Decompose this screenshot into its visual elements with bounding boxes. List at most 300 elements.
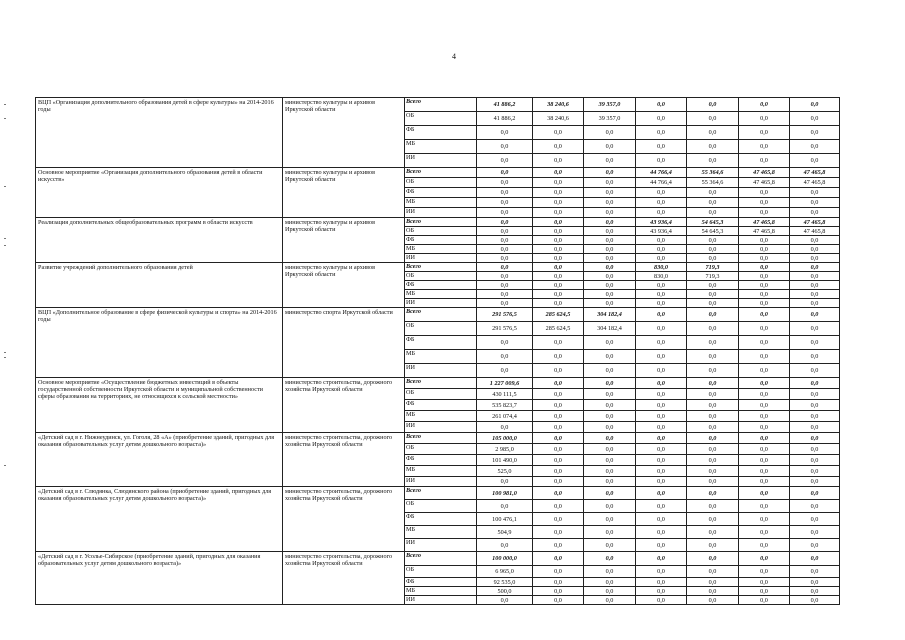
funding-source: ОБ xyxy=(405,178,477,188)
page-number: 4 xyxy=(452,52,456,61)
amount-cell: 0,0 xyxy=(636,578,687,587)
amount-cell: 0,0 xyxy=(790,254,840,263)
amount-cell: 504,9 xyxy=(477,526,533,539)
amount-cell: 0,0 xyxy=(636,422,687,433)
amount-cell: 0,0 xyxy=(584,378,636,389)
amount-cell: 0,0 xyxy=(584,513,636,526)
measure-name: Основное мероприятие «Осуществление бюджетных инвестиций в объекты государственной собственности Иркутской области и муниципальной собственности сферы образования на территориях, не относящихся к сельской местности» xyxy=(36,378,283,433)
amount-cell: 0,0 xyxy=(739,389,790,400)
amount-cell: 0,0 xyxy=(533,126,584,140)
amount-cell: 0,0 xyxy=(739,411,790,422)
funding-source: МБ xyxy=(405,466,477,477)
amount-cell: 0,0 xyxy=(687,98,739,112)
amount-cell: 55 364,6 xyxy=(687,168,739,178)
amount-cell: 0,0 xyxy=(790,444,840,455)
amount-cell: 0,0 xyxy=(687,112,739,126)
amount-cell: 0,0 xyxy=(636,487,687,500)
amount-cell: 47 465,8 xyxy=(790,227,840,236)
amount-cell: 0,0 xyxy=(533,299,584,308)
amount-cell: 0,0 xyxy=(687,400,739,411)
amount-cell: 0,0 xyxy=(790,477,840,487)
amount-cell: 0,0 xyxy=(533,389,584,400)
amount-cell: 44 766,4 xyxy=(636,168,687,178)
measure-name: ВЦП «Дополнительное образование в сфере физической культуры и спорта» на 2014-2016 годы xyxy=(36,308,283,378)
funding-source: Всего xyxy=(405,487,477,500)
amount-cell: 0,0 xyxy=(533,422,584,433)
amount-cell: 0,0 xyxy=(584,539,636,552)
scan-edge-mark xyxy=(4,104,6,105)
amount-cell: 0,0 xyxy=(636,198,687,208)
amount-cell: 0,0 xyxy=(584,500,636,513)
amount-cell: 0,0 xyxy=(477,350,533,364)
amount-cell: 0,0 xyxy=(533,444,584,455)
amount-cell: 0,0 xyxy=(477,168,533,178)
amount-cell: 0,0 xyxy=(739,154,790,168)
amount-cell: 43 936,4 xyxy=(636,227,687,236)
amount-cell: 0,0 xyxy=(584,263,636,272)
amount-cell: 92 535,0 xyxy=(477,578,533,587)
amount-cell: 0,0 xyxy=(739,587,790,596)
amount-cell: 0,0 xyxy=(739,566,790,578)
amount-cell: 0,0 xyxy=(739,198,790,208)
amount-cell: 0,0 xyxy=(477,477,533,487)
amount-cell: 0,0 xyxy=(584,389,636,400)
funding-source: МБ xyxy=(405,140,477,154)
amount-cell: 6 965,0 xyxy=(477,566,533,578)
measure-name: Реализация дополнительных общеобразовательных программ в области искусств xyxy=(36,218,283,263)
amount-cell: 719,3 xyxy=(687,263,739,272)
amount-cell: 0,0 xyxy=(739,400,790,411)
executor-name: министерство культуры и архивов Иркутской области xyxy=(283,263,405,308)
amount-cell: 0,0 xyxy=(687,126,739,140)
amount-cell: 0,0 xyxy=(584,154,636,168)
amount-cell: 0,0 xyxy=(790,364,840,378)
amount-cell: 0,0 xyxy=(477,208,533,218)
funding-source: Всего xyxy=(405,98,477,112)
amount-cell: 0,0 xyxy=(584,272,636,281)
amount-cell: 0,0 xyxy=(636,477,687,487)
amount-cell: 0,0 xyxy=(687,188,739,198)
amount-cell: 261 074,4 xyxy=(477,411,533,422)
amount-cell: 0,0 xyxy=(533,350,584,364)
amount-cell: 41 886,2 xyxy=(477,112,533,126)
amount-cell: 2 985,0 xyxy=(477,444,533,455)
amount-cell: 47 465,8 xyxy=(739,168,790,178)
amount-cell: 0,0 xyxy=(584,566,636,578)
funding-source: Всего xyxy=(405,552,477,566)
amount-cell: 0,0 xyxy=(584,411,636,422)
table-row xyxy=(36,98,840,112)
amount-cell: 54 645,3 xyxy=(687,227,739,236)
funding-source: Всего xyxy=(405,308,477,322)
funding-source: ФБ xyxy=(405,126,477,140)
amount-cell: 0,0 xyxy=(739,455,790,466)
amount-cell: 0,0 xyxy=(739,126,790,140)
amount-cell: 0,0 xyxy=(687,466,739,477)
amount-cell: 0,0 xyxy=(739,539,790,552)
amount-cell: 0,0 xyxy=(584,126,636,140)
funding-source: МБ xyxy=(405,411,477,422)
amount-cell: 0,0 xyxy=(533,140,584,154)
amount-cell: 0,0 xyxy=(533,154,584,168)
amount-cell: 535 823,7 xyxy=(477,400,533,411)
amount-cell: 0,0 xyxy=(636,500,687,513)
amount-cell: 0,0 xyxy=(790,433,840,444)
amount-cell: 47 465,8 xyxy=(739,218,790,227)
amount-cell: 0,0 xyxy=(584,466,636,477)
amount-cell: 0,0 xyxy=(584,596,636,605)
budget-table xyxy=(35,97,840,605)
executor-name: министерство строительства, дорожного хозяйства Иркутской области xyxy=(283,487,405,552)
amount-cell: 304 182,4 xyxy=(584,322,636,336)
amount-cell: 0,0 xyxy=(636,290,687,299)
amount-cell: 0,0 xyxy=(739,208,790,218)
amount-cell: 0,0 xyxy=(790,154,840,168)
amount-cell: 0,0 xyxy=(739,322,790,336)
amount-cell: 0,0 xyxy=(687,411,739,422)
amount-cell: 47 465,8 xyxy=(790,178,840,188)
amount-cell: 0,0 xyxy=(739,236,790,245)
scan-edge-mark xyxy=(4,238,6,239)
amount-cell: 0,0 xyxy=(584,227,636,236)
executor-name: министерство спорта Иркутской области xyxy=(283,308,405,378)
amount-cell: 0,0 xyxy=(477,299,533,308)
funding-source: Всего xyxy=(405,218,477,227)
amount-cell: 0,0 xyxy=(584,487,636,500)
amount-cell: 0,0 xyxy=(636,112,687,126)
amount-cell: 0,0 xyxy=(584,188,636,198)
amount-cell: 291 576,5 xyxy=(477,322,533,336)
amount-cell: 0,0 xyxy=(636,466,687,477)
funding-source: ФБ xyxy=(405,455,477,466)
amount-cell: 0,0 xyxy=(533,378,584,389)
amount-cell: 0,0 xyxy=(790,389,840,400)
amount-cell: 38 240,6 xyxy=(533,98,584,112)
amount-cell: 0,0 xyxy=(584,587,636,596)
scan-edge-mark xyxy=(4,465,6,466)
amount-cell: 0,0 xyxy=(739,263,790,272)
amount-cell: 0,0 xyxy=(533,539,584,552)
amount-cell: 0,0 xyxy=(477,126,533,140)
amount-cell: 0,0 xyxy=(477,290,533,299)
amount-cell: 0,0 xyxy=(790,487,840,500)
amount-cell: 0,0 xyxy=(584,336,636,350)
amount-cell: 0,0 xyxy=(477,281,533,290)
amount-cell: 101 490,0 xyxy=(477,455,533,466)
amount-cell: 0,0 xyxy=(739,98,790,112)
amount-cell: 0,0 xyxy=(584,526,636,539)
amount-cell: 0,0 xyxy=(636,378,687,389)
amount-cell: 47 465,8 xyxy=(739,178,790,188)
amount-cell: 0,0 xyxy=(477,178,533,188)
funding-source: ОБ xyxy=(405,227,477,236)
funding-source: ИИ xyxy=(405,154,477,168)
funding-source: ФБ xyxy=(405,188,477,198)
amount-cell: 0,0 xyxy=(533,552,584,566)
table-row xyxy=(36,378,840,389)
amount-cell: 0,0 xyxy=(636,552,687,566)
amount-cell: 0,0 xyxy=(584,140,636,154)
funding-source: ФБ xyxy=(405,281,477,290)
amount-cell: 0,0 xyxy=(533,477,584,487)
amount-cell: 0,0 xyxy=(636,596,687,605)
amount-cell: 0,0 xyxy=(739,487,790,500)
amount-cell: 100 476,1 xyxy=(477,513,533,526)
amount-cell: 0,0 xyxy=(687,552,739,566)
measure-name: Развитие учреждений дополнительного образования детей xyxy=(36,263,283,308)
amount-cell: 0,0 xyxy=(790,422,840,433)
funding-source: ОБ xyxy=(405,444,477,455)
amount-cell: 0,0 xyxy=(533,227,584,236)
amount-cell: 0,0 xyxy=(477,198,533,208)
amount-cell: 0,0 xyxy=(739,552,790,566)
amount-cell: 0,0 xyxy=(636,126,687,140)
funding-source: ФБ xyxy=(405,336,477,350)
amount-cell: 0,0 xyxy=(584,477,636,487)
amount-cell: 0,0 xyxy=(790,263,840,272)
amount-cell: 39 357,0 xyxy=(584,98,636,112)
amount-cell: 0,0 xyxy=(584,422,636,433)
amount-cell: 100 000,0 xyxy=(477,552,533,566)
amount-cell: 430 111,5 xyxy=(477,389,533,400)
amount-cell: 0,0 xyxy=(533,336,584,350)
amount-cell: 285 624,5 xyxy=(533,308,584,322)
amount-cell: 0,0 xyxy=(687,350,739,364)
executor-name: министерство строительства, дорожного хозяйства Иркутской области xyxy=(283,433,405,487)
amount-cell: 0,0 xyxy=(790,578,840,587)
amount-cell: 47 465,8 xyxy=(790,218,840,227)
amount-cell: 0,0 xyxy=(739,596,790,605)
executor-name: министерство строительства, дорожного хозяйства Иркутской области xyxy=(283,552,405,605)
funding-source: ФБ xyxy=(405,400,477,411)
table-row xyxy=(36,487,840,500)
amount-cell: 0,0 xyxy=(636,245,687,254)
amount-cell: 0,0 xyxy=(477,336,533,350)
table-row xyxy=(36,263,840,272)
amount-cell: 0,0 xyxy=(584,236,636,245)
amount-cell: 0,0 xyxy=(790,336,840,350)
amount-cell: 0,0 xyxy=(739,378,790,389)
amount-cell: 0,0 xyxy=(687,208,739,218)
amount-cell: 0,0 xyxy=(533,513,584,526)
funding-source: Всего xyxy=(405,378,477,389)
amount-cell: 0,0 xyxy=(790,281,840,290)
amount-cell: 0,0 xyxy=(687,140,739,154)
amount-cell: 0,0 xyxy=(687,299,739,308)
amount-cell: 0,0 xyxy=(533,526,584,539)
measure-name: Основное мероприятие «Организация дополнительного образования детей в области искусств» xyxy=(36,168,283,218)
funding-source: ИИ xyxy=(405,422,477,433)
funding-source: МБ xyxy=(405,198,477,208)
amount-cell: 0,0 xyxy=(636,433,687,444)
scan-edge-mark xyxy=(4,352,6,353)
amount-cell: 0,0 xyxy=(636,188,687,198)
amount-cell: 47 465,8 xyxy=(790,168,840,178)
funding-source: МБ xyxy=(405,290,477,299)
table-body xyxy=(36,98,840,605)
amount-cell: 0,0 xyxy=(636,336,687,350)
amount-cell: 0,0 xyxy=(636,566,687,578)
amount-cell: 0,0 xyxy=(584,198,636,208)
amount-cell: 0,0 xyxy=(636,400,687,411)
amount-cell: 0,0 xyxy=(739,272,790,281)
funding-source: МБ xyxy=(405,245,477,254)
amount-cell: 0,0 xyxy=(636,236,687,245)
amount-cell: 0,0 xyxy=(584,455,636,466)
amount-cell: 0,0 xyxy=(636,539,687,552)
amount-cell: 0,0 xyxy=(687,336,739,350)
amount-cell: 0,0 xyxy=(584,400,636,411)
amount-cell: 0,0 xyxy=(636,350,687,364)
amount-cell: 830,0 xyxy=(636,272,687,281)
amount-cell: 0,0 xyxy=(739,500,790,513)
amount-cell: 0,0 xyxy=(636,364,687,378)
amount-cell: 0,0 xyxy=(739,350,790,364)
table-row xyxy=(36,552,840,566)
amount-cell: 0,0 xyxy=(533,587,584,596)
amount-cell: 0,0 xyxy=(687,236,739,245)
amount-cell: 0,0 xyxy=(533,218,584,227)
amount-cell: 0,0 xyxy=(584,168,636,178)
amount-cell: 0,0 xyxy=(790,596,840,605)
amount-cell: 0,0 xyxy=(739,299,790,308)
scan-edge-mark xyxy=(4,186,6,187)
amount-cell: 100 981,0 xyxy=(477,487,533,500)
measure-name: «Детский сад в г. Нижнеудинск, ул. Гоголя, 28 «А» (приобретение зданий, пригодных для оказания образовательных услуг детям дошкольного возраста)» xyxy=(36,433,283,487)
amount-cell: 54 645,3 xyxy=(687,218,739,227)
funding-source: ОБ xyxy=(405,500,477,513)
amount-cell: 0,0 xyxy=(533,500,584,513)
amount-cell: 0,0 xyxy=(477,539,533,552)
amount-cell: 43 936,4 xyxy=(636,218,687,227)
executor-name: министерство культуры и архивов Иркутской области xyxy=(283,98,405,168)
amount-cell: 285 624,5 xyxy=(533,322,584,336)
amount-cell: 0,0 xyxy=(739,245,790,254)
amount-cell: 304 182,4 xyxy=(584,308,636,322)
scan-edge-mark xyxy=(4,245,6,246)
amount-cell: 0,0 xyxy=(584,364,636,378)
amount-cell: 0,0 xyxy=(790,322,840,336)
funding-source: ОБ xyxy=(405,566,477,578)
amount-cell: 0,0 xyxy=(687,422,739,433)
funding-source: ФБ xyxy=(405,578,477,587)
amount-cell: 55 364,6 xyxy=(687,178,739,188)
amount-cell: 0,0 xyxy=(636,98,687,112)
amount-cell: 0,0 xyxy=(533,487,584,500)
table-row xyxy=(36,218,840,227)
amount-cell: 0,0 xyxy=(687,389,739,400)
amount-cell: 0,0 xyxy=(687,444,739,455)
amount-cell: 0,0 xyxy=(790,112,840,126)
amount-cell: 0,0 xyxy=(790,140,840,154)
amount-cell: 0,0 xyxy=(477,227,533,236)
amount-cell: 830,0 xyxy=(636,263,687,272)
amount-cell: 0,0 xyxy=(636,208,687,218)
amount-cell: 0,0 xyxy=(739,188,790,198)
amount-cell: 719,3 xyxy=(687,272,739,281)
amount-cell: 0,0 xyxy=(687,364,739,378)
amount-cell: 0,0 xyxy=(636,389,687,400)
measure-name: ВЦП «Организация дополнительного образования детей в сфере культуры» на 2014-2016 годы xyxy=(36,98,283,168)
amount-cell: 0,0 xyxy=(584,208,636,218)
amount-cell: 0,0 xyxy=(533,254,584,263)
executor-name: министерство культуры и архивов Иркутской области xyxy=(283,168,405,218)
scan-edge-mark xyxy=(4,118,6,119)
amount-cell: 0,0 xyxy=(477,236,533,245)
amount-cell: 0,0 xyxy=(790,513,840,526)
amount-cell: 0,0 xyxy=(790,466,840,477)
amount-cell: 0,0 xyxy=(636,513,687,526)
amount-cell: 0,0 xyxy=(477,218,533,227)
table-row xyxy=(36,168,840,178)
amount-cell: 0,0 xyxy=(790,308,840,322)
amount-cell: 0,0 xyxy=(790,126,840,140)
funding-source: ОБ xyxy=(405,112,477,126)
amount-cell: 0,0 xyxy=(790,272,840,281)
amount-cell: 0,0 xyxy=(584,578,636,587)
funding-source: МБ xyxy=(405,587,477,596)
amount-cell: 0,0 xyxy=(533,433,584,444)
amount-cell: 0,0 xyxy=(739,254,790,263)
table-row xyxy=(36,433,840,444)
amount-cell: 0,0 xyxy=(739,140,790,154)
amount-cell: 0,0 xyxy=(636,444,687,455)
amount-cell: 0,0 xyxy=(687,433,739,444)
amount-cell: 0,0 xyxy=(739,290,790,299)
executor-name: министерство строительства, дорожного хозяйства Иркутской области xyxy=(283,378,405,433)
amount-cell: 0,0 xyxy=(739,433,790,444)
amount-cell: 0,0 xyxy=(584,290,636,299)
amount-cell: 0,0 xyxy=(533,198,584,208)
amount-cell: 0,0 xyxy=(739,281,790,290)
amount-cell: 0,0 xyxy=(533,245,584,254)
amount-cell: 0,0 xyxy=(790,188,840,198)
amount-cell: 0,0 xyxy=(739,422,790,433)
amount-cell: 0,0 xyxy=(636,281,687,290)
funding-source: ИИ xyxy=(405,254,477,263)
amount-cell: 0,0 xyxy=(790,400,840,411)
amount-cell: 0,0 xyxy=(533,566,584,578)
amount-cell: 0,0 xyxy=(584,433,636,444)
amount-cell: 0,0 xyxy=(687,154,739,168)
amount-cell: 0,0 xyxy=(687,587,739,596)
executor-name: министерство культуры и архивов Иркутской области xyxy=(283,218,405,263)
amount-cell: 0,0 xyxy=(584,552,636,566)
amount-cell: 0,0 xyxy=(687,455,739,466)
amount-cell: 0,0 xyxy=(790,208,840,218)
amount-cell: 0,0 xyxy=(687,513,739,526)
amount-cell: 0,0 xyxy=(477,188,533,198)
amount-cell: 0,0 xyxy=(584,218,636,227)
amount-cell: 0,0 xyxy=(477,245,533,254)
amount-cell: 105 000,0 xyxy=(477,433,533,444)
amount-cell: 0,0 xyxy=(687,378,739,389)
amount-cell: 0,0 xyxy=(790,411,840,422)
amount-cell: 0,0 xyxy=(636,322,687,336)
amount-cell: 0,0 xyxy=(790,245,840,254)
amount-cell: 0,0 xyxy=(687,487,739,500)
amount-cell: 0,0 xyxy=(636,254,687,263)
amount-cell: 0,0 xyxy=(477,254,533,263)
amount-cell: 0,0 xyxy=(739,444,790,455)
amount-cell: 0,0 xyxy=(687,578,739,587)
funding-source: МБ xyxy=(405,350,477,364)
amount-cell: 0,0 xyxy=(584,299,636,308)
amount-cell: 0,0 xyxy=(477,500,533,513)
amount-cell: 0,0 xyxy=(477,422,533,433)
amount-cell: 0,0 xyxy=(687,500,739,513)
amount-cell: 0,0 xyxy=(477,154,533,168)
